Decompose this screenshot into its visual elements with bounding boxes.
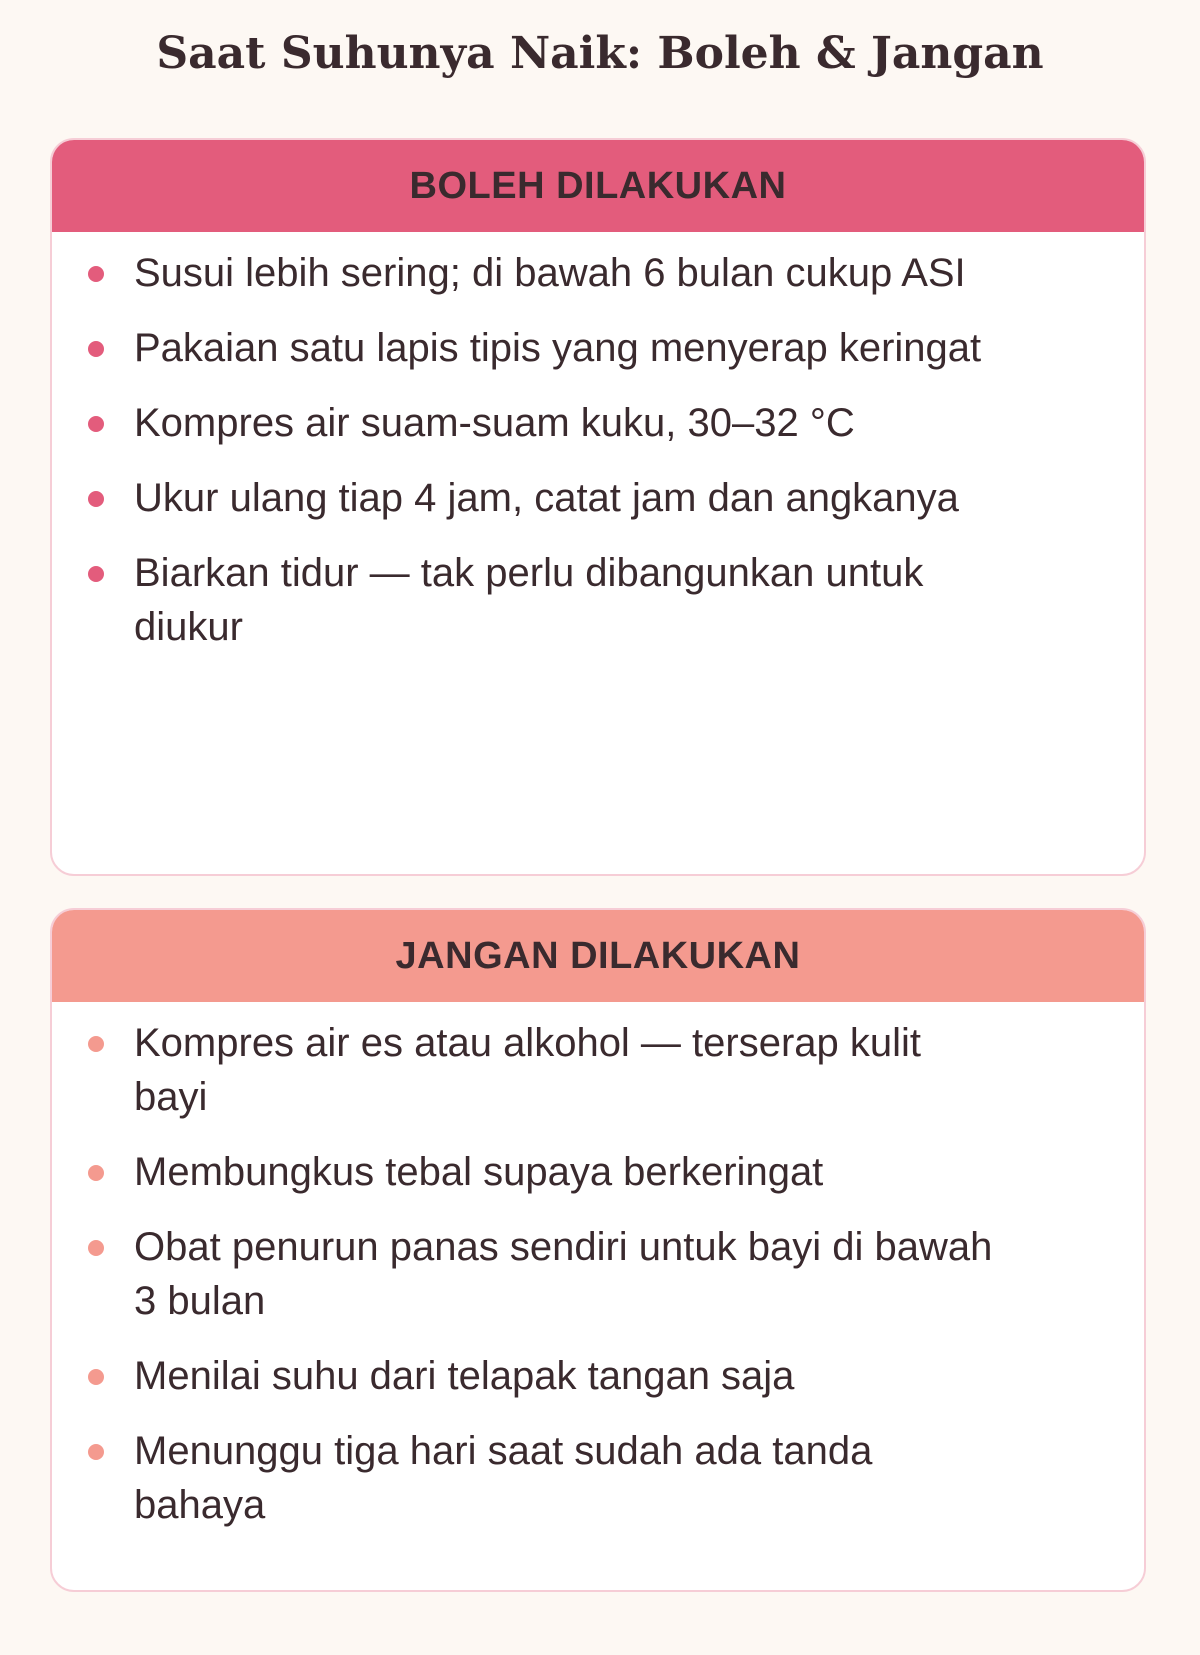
bullet-dot-icon (88, 1165, 104, 1181)
do-card-heading: BOLEH DILAKUKAN (52, 140, 1144, 232)
bullet-dot-icon (88, 566, 104, 582)
do-list-item (52, 396, 1144, 450)
do-list (52, 232, 1144, 654)
dont-item-text: Obat penurun panas sendiri untuk bayi di bawah 3 bulan (134, 1225, 993, 1323)
bullet-dot-icon (88, 416, 104, 432)
dont-item-text: Membungkus tebal supaya berkeringat (134, 1150, 824, 1194)
do-item-text: Kompres air suam-suam kuku, 30–32 °C (134, 401, 855, 445)
bullet-dot-icon (88, 266, 104, 282)
dont-list (52, 1002, 1144, 1532)
bullet-dot-icon (88, 1444, 104, 1460)
bullet-dot-icon (88, 491, 104, 507)
dont-item-text: Menunggu tiga hari saat sudah ada tanda bahaya (134, 1429, 873, 1527)
page-title: Saat Suhunya Naik: Boleh & Jangan (156, 28, 1044, 79)
dont-list-item (52, 1220, 1144, 1328)
dont-list-item (52, 1349, 1144, 1403)
do-item-text: Susui lebih sering; di bawah 6 bulan cukup ASI (134, 251, 966, 295)
bullet-dot-icon (88, 1240, 104, 1256)
dont-list-item (52, 1424, 1144, 1532)
dont-card-heading: JANGAN DILAKUKAN (52, 910, 1144, 1002)
dont-item-text: Kompres air es atau alkohol — terserap kulit bayi (134, 1021, 922, 1119)
dont-item-text: Menilai suhu dari telapak tangan saja (134, 1354, 795, 1398)
do-item-text: Biarkan tidur — tak perlu dibangunkan untuk diukur (134, 551, 924, 649)
dont-list-item (52, 1016, 1144, 1124)
do-card (50, 138, 1146, 876)
do-list-item (52, 471, 1144, 525)
do-item-text: Ukur ulang tiap 4 jam, catat jam dan angkanya (134, 476, 959, 520)
bullet-dot-icon (88, 1369, 104, 1385)
dont-card (50, 908, 1146, 1592)
do-list-item (52, 246, 1144, 300)
bullet-dot-icon (88, 1036, 104, 1052)
do-item-text: Pakaian satu lapis tipis yang menyerap keringat (134, 326, 982, 370)
dont-list-item (52, 1145, 1144, 1199)
bullet-dot-icon (88, 341, 104, 357)
do-list-item (52, 321, 1144, 375)
do-list-item (52, 546, 1144, 654)
